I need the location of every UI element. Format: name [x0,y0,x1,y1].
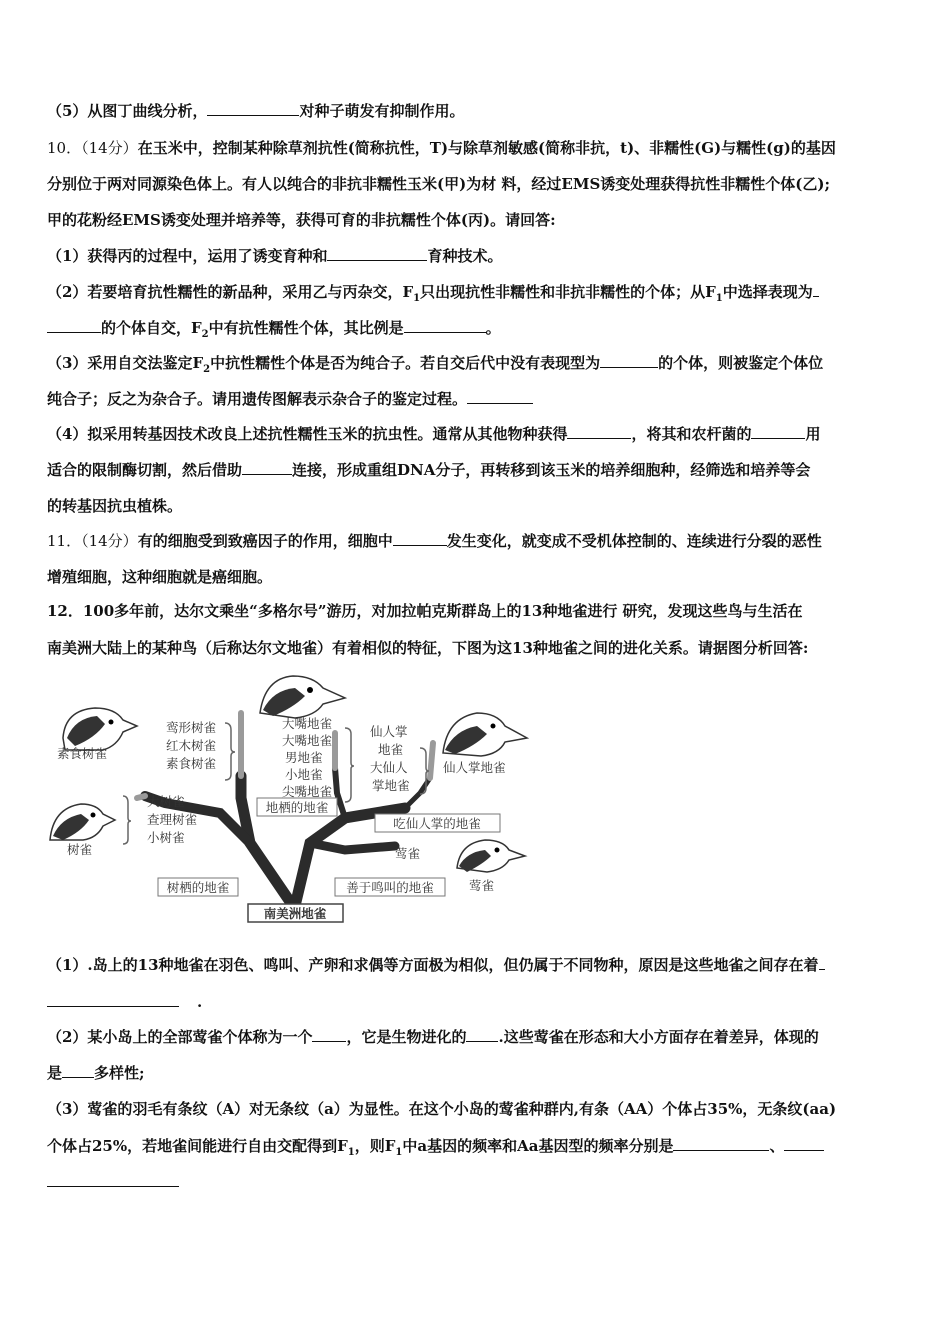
finch-evolution-diagram [45,668,535,928]
q12-sub1-line2: . [47,992,917,1012]
q10-line2: 分别位于两对同源染色体上。有人以纯合的非抗非糯性玉米(甲)为材 料，经过EMS诱变处理获得抗性非糯性个体(乙); [47,175,831,193]
veg-finch-label: 素食树雀 [57,746,108,761]
answer-blank[interactable] [47,1172,179,1187]
q10-sub1: （1）获得丙的过程中，运用了诱变育种和 育种技术。 [47,247,503,265]
answer-blank[interactable] [751,424,805,439]
q9-item5: （5）从图丁曲线分析， 对种子萌发有抑制作用。 [47,102,465,120]
answer-blank[interactable] [327,246,427,261]
cactus-finch-bird [443,713,527,775]
svg-text:大嘴地雀: 大嘴地雀 [282,733,333,748]
answer-blank[interactable] [673,1136,769,1151]
answer-blank[interactable] [62,1063,94,1078]
svg-text:大嘴地雀: 大嘴地雀 [282,716,333,731]
svg-text:大树雀: 大树雀 [147,794,185,809]
tree-finch-bird [50,804,115,857]
warbler-label: 莺雀 [469,878,495,893]
answer-blank[interactable] [242,460,292,475]
question-number: 12． [47,602,83,620]
answer-blank[interactable] [466,1027,498,1042]
q10-line3: 甲的花粉经EMS诱变处理并培养等，获得可育的非抗糯性个体(丙)。请回答: [47,211,556,229]
q10-sub3-line1: （3）采用自交法鉴定$F_2$中抗性糯性个体是否为纯合子。若自交后代中没有表现型为 的个体，则被鉴定个体位 [47,354,824,375]
q12-line1: 12．100多年前，达尔文乘坐“多格尔号”游历，对加拉帕克斯群岛上的13种地雀进行 研究，发现这些鸟与生活在 [47,602,803,620]
q10-sub4-line2: 适合的限制酶切割，然后借助 连接，形成重组DNA分子，再转移到该玉米的培养细胞种，经筛选和培养等会 [47,461,811,479]
q12-line2: 南美洲大陆上的某种鸟（后称达尔文地雀）有着相似的特征，下图为这13种地雀之间的进化关系。请据图分析回答: [47,639,809,657]
answer-blank[interactable] [567,424,631,439]
cactus-finch-label: 仙人掌地雀 [443,760,506,775]
answer-blank[interactable] [819,955,825,970]
svg-text:红木树雀: 红木树雀 [166,738,217,753]
trunk-warbler-branch [310,843,395,850]
answer-blank[interactable] [600,353,658,368]
svg-text:大仙人: 大仙人 [370,760,408,775]
answer-blank[interactable] [312,1027,346,1042]
svg-text:男地雀: 男地雀 [285,750,323,765]
tree-finch-group-label: 树栖的地雀 [166,880,230,895]
svg-text:素食树雀: 素食树雀 [166,756,217,771]
answer-blank[interactable] [393,531,447,546]
song-finch-group-label: 善于鸣叫的地雀 [346,880,434,895]
svg-text:小树雀: 小树雀 [147,830,185,845]
q12-sub1-line1: （1）.岛上的13种地雀在羽色、鸣叫、产卵和求偶等方面极为相似，但仍属于不同物种，原因是这些地雀之间存在着 [47,955,917,975]
svg-text:仙人掌: 仙人掌 [370,724,408,739]
cactus-finch-group-label: 吃仙人掌的地雀 [393,816,481,831]
svg-text:查理树雀: 查理树雀 [147,812,198,827]
q10-sub4-line3: 的转基因抗虫植株。 [47,497,183,515]
answer-blank[interactable] [207,101,299,116]
svg-text:小地雀: 小地雀 [285,767,323,782]
warbler-bird [457,840,525,893]
answer-blank[interactable] [784,1136,824,1151]
warbler-branch-label: 莺雀 [395,846,421,861]
svg-text:地雀: 地雀 [378,742,404,757]
list-tree-finches [147,794,198,845]
ground-finch-bird [260,676,345,718]
south-america-finch-label: 南美洲地雀 [263,906,327,921]
q10-line1: 10．（14分）在玉米中，控制某种除草剂抗性(简称抗性，T)与除草剂敏感(简称非抗，t)、非糯性(G)与糯性(g)的基因 [47,139,836,157]
question-number: 11．（14分） [47,532,138,550]
q12-sub2-line1: （2）某小岛上的全部莺雀个体称为一个 ，它是生物进化的 .这些莺雀在形态和大小方面存在着差异，体现的 [47,1028,819,1046]
answer-blank[interactable] [467,389,533,404]
q12-sub2-line2: 是 多样性; [47,1064,145,1082]
tree-finch-label: 树雀 [67,842,93,857]
q10-sub2-line1: （2）若要培育抗性糯性的新品种，采用乙与丙杂交，$F_1$只出现抗性非糯性和非抗非糯性的个体；从$F_1$中选择表现为 [47,282,917,309]
q10-sub4-line1: （4）拟采用转基因技术改良上述抗性糯性玉米的抗虫性。通常从其他物种获得 ，将其和农杆菌的 用 [47,425,821,443]
answer-blank[interactable] [404,318,486,333]
q11-line1: 11．（14分）有的细胞受到致癌因子的作用，细胞中 发生变化，就变成不受机体控制的、连续进行分裂的恶性 [47,532,822,550]
list-veg-tree-finches [166,720,217,771]
list-ground-finches [282,716,333,799]
svg-text:鸾形树雀: 鸾形树雀 [166,720,217,735]
q10-sub3-line2: 纯合子；反之为杂合子。请用遗传图解表示杂合子的鉴定过程。 [47,389,917,409]
ground-finch-group-label: 地栖的地雀 [265,800,329,815]
svg-text:尖嘴地雀: 尖嘴地雀 [282,784,333,799]
svg-text:掌地雀: 掌地雀 [372,778,410,793]
veg-finch-bird [57,708,137,761]
q12-sub3-line2: 个体占25%，若地雀间能进行自由交配得到$F_1$，则$F_1$中a基因的频率和Aa基因型的频率分别是 、 [47,1136,917,1163]
answer-blank[interactable] [47,318,101,333]
q11-line2: 增殖细胞，这种细胞就是癌细胞。 [47,568,273,586]
answer-blank[interactable] [47,992,179,1007]
list-cactus-finches [370,724,410,793]
q10-sub2-line2: 的个体自交，$F_2$中有抗性糯性个体，其比例是 。 [47,318,917,345]
answer-blank[interactable] [813,282,819,297]
q12-sub3-line3 [47,1172,917,1192]
q12-sub3-line1: （3）莺雀的羽毛有条纹（A）对无条纹（a）为显性。在这个小岛的莺雀种群内,有条（AA）个体占35%，无条纹(aa) [47,1100,837,1118]
question-number: 10．（14分） [47,139,138,157]
